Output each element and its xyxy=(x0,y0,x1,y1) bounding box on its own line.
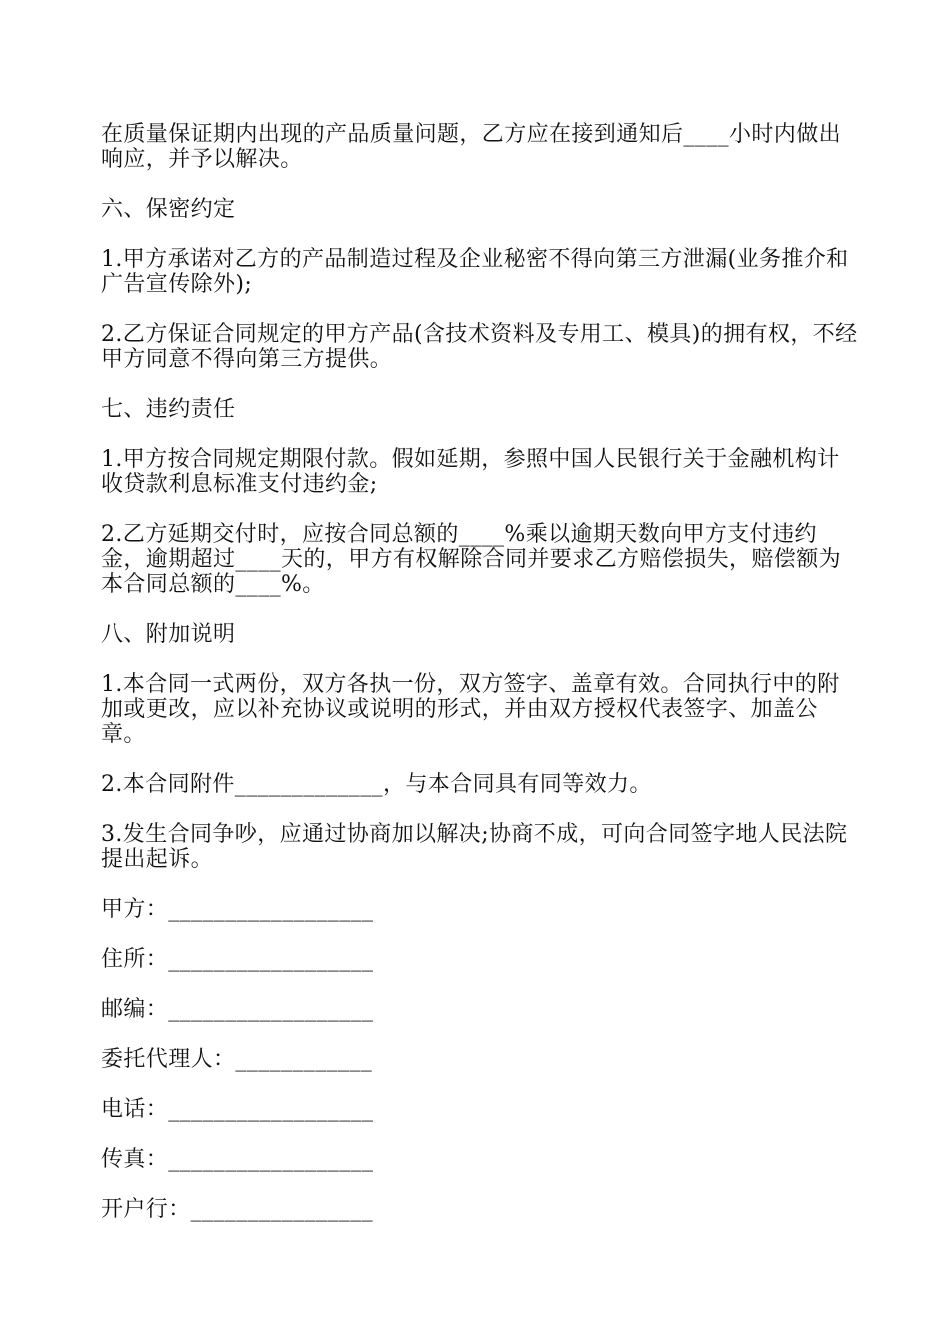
additional-clause-2: 2.本合同附件_____________，与本合同具有同等效力。 xyxy=(101,772,652,797)
liability-clause-1: 1.甲方按合同规定期限付款。假如延期，参照中国人民银行关于金融机构计收贷款利息标准支付违约金; xyxy=(101,447,840,497)
quality-response-paragraph: 在质量保证期内出现的产品质量问题，乙方应在接到通知后____小时内做出响应，并予以解决。 xyxy=(101,122,842,172)
field-address: 住所：__________________ xyxy=(101,947,374,972)
additional-clause-1: 1.本合同一式两份，双方各执一份，双方签字、盖章有效。合同执行中的附加或更改，应以补充协议或说明的形式，并由双方授权代表签字、加盖公章。 xyxy=(101,672,840,747)
confidentiality-clause-1: 1.甲方承诺对乙方的产品制造过程及企业秘密不得向第三方泄漏(业务推介和广告宣传除外); xyxy=(101,247,849,297)
confidentiality-clause-2: 2.乙方保证合同规定的甲方产品(含技术资料及专用工、模具)的拥有权，不经甲方同意不得向第三方提供。 xyxy=(101,322,858,372)
liability-clause-2: 2.乙方延期交付时，应按合同总额的____%乘以逾期天数向甲方支付违约金，逾期超过____天的，甲方有权解除合同并要求乙方赔偿损失，赔偿额为本合同总额的____%。 xyxy=(101,522,842,597)
section-heading-confidentiality: 六、保密约定 xyxy=(101,197,236,222)
additional-clause-3: 3.发生合同争吵，应通过协商加以解决;协商不成，可向合同签字地人民法院提出起诉。 xyxy=(101,822,848,872)
field-bank: 开户行：________________ xyxy=(101,1197,374,1222)
section-heading-liability: 七、违约责任 xyxy=(101,397,236,422)
field-party-a: 甲方：__________________ xyxy=(101,897,374,922)
field-phone: 电话：__________________ xyxy=(101,1097,374,1122)
field-postcode: 邮编：__________________ xyxy=(101,997,374,1022)
section-heading-additional: 八、附加说明 xyxy=(101,622,236,647)
field-agent: 委托代理人：____________ xyxy=(101,1047,373,1072)
contract-page xyxy=(101,122,861,1222)
field-fax: 传真：__________________ xyxy=(101,1147,374,1172)
